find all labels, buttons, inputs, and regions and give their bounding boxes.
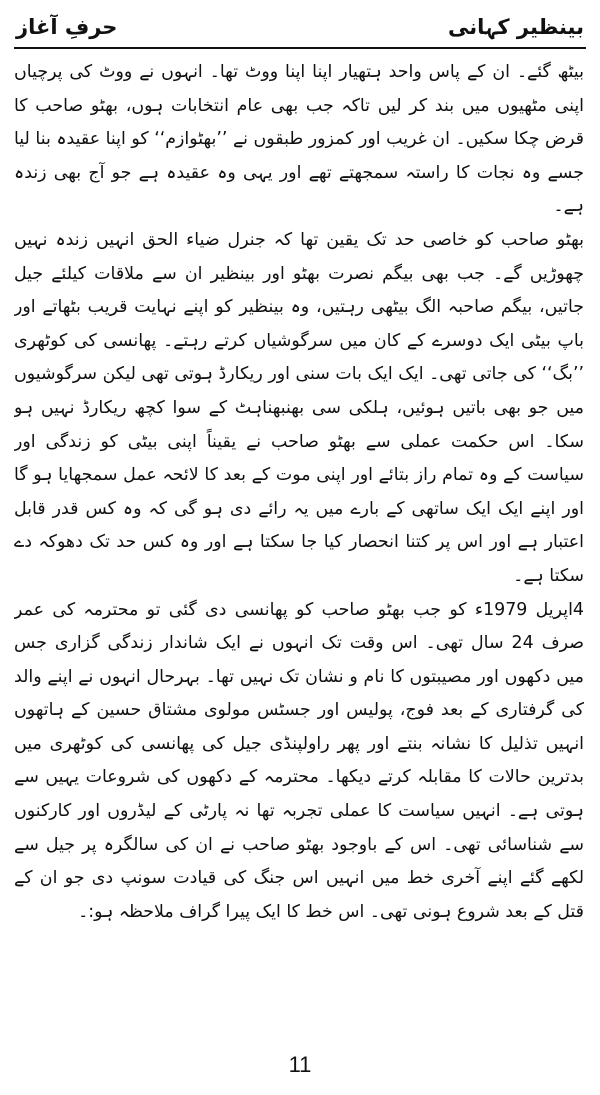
section-title: حرفِ آغاز [16,15,118,39]
book-title: بینظیر کہانی [448,15,584,39]
body-text [14,56,584,1046]
header-rule [14,47,586,49]
paragraph: بیٹھ گئے۔ ان کے پاس واحد ہتھیار اپنا اپنا ووٹ تھا۔ انہوں نے ووٹ کی پرچیاں اپنی مٹھیوں میں بند کر لیں تاکہ جب بھی عام انتخابات ہوں، بھٹو صاحب کا قرض چکا سکیں۔ ان غریب اور کمزور طبقوں نے ’’بھٹوازم‘‘ کو اپنا عقیدہ بنا لیا جسے وہ نجات کا راستہ سمجھتے تھے اور یہی وہ عقیدہ ہے جو آج بھی زندہ ہے۔ [14,62,584,217]
paragraph: بھٹو صاحب کو خاصی حد تک یقین تھا کہ جنرل ضیاء الحق انہیں زندہ نہیں چھوڑیں گے۔ جب بھی بیگم نصرت بھٹو اور بینظیر ان سے ملاقات کیلئے جیل جاتیں، بیگم صاحبہ الگ بیٹھی رہتیں، وہ بینظیر کو اپنے نہایت قریب بٹھاتے اور باپ بیٹی ایک دوسرے کے کان میں سرگوشیاں کرتے رہتے۔ پھانسی کی کوٹھری ’’بگ‘‘ کی جاتی تھی۔ ایک ایک بات سنی اور ریکارڈ ہوتی تھی لیکن سرگوشیوں میں جو بھی باتیں ہوئیں، ہلکی سی بھنبھناہٹ کے سوا کچھ ریکارڈ نہیں ہو سکا۔ اس حکمت عملی سے بھٹو صاحب نے یقیناً اپنی بیٹی کو زندگی اور سیاست کے وہ تمام راز بتائے اور اپنی موت کے بعد کا لائحہ عمل سمجھایا ہو گا اور اپنے ایک ایک ساتھی کے بارے میں یہ رائے دی ہو گی کہ وہ کس قدر قابل اعتبار ہے اور اس پر کتنا انحصار کیا جا سکتا ہے اور وہ کس حد تک دھوکہ دے سکتا ہے۔ [14,229,584,586]
page-number: 11 [288,1052,312,1077]
paragraph: 4اپریل 1979ء کو جب بھٹو صاحب کو پھانسی دی گئی تو محترمہ کی عمر صرف 24 سال تھی۔ اس وقت تک انہوں نے ایک شاندار زندگی گزاری جس میں دکھوں اور مصیبتوں کا نام و نشان تک نہیں تھا۔ بہرحال انہوں نے اپنے والد کی گرفتاری کے بعد فوج، پولیس اور جسٹس مولوی مشتاق حسین کے ہاتھوں انہیں تذلیل کا نشانہ بنتے اور پھر راولپنڈی جیل کی پھانسی کی کوٹھری میں بدترین حالات کا مقابلہ کرتے دیکھا۔ محترمہ کے دکھوں کی شروعات یہیں سے ہوتی ہے۔ انہیں سیاست کا عملی تجربہ تھا نہ پارٹی کے لیڈروں اور کارکنوں سے شناسائی تھی۔ اس کے باوجود بھٹو صاحب نے ان کی سالگرہ پر جیل سے لکھے گئے اپنے آخری خط میں انہیں اس جنگ کی قیادت سونپ دی جو ان کے قتل کے بعد شروع ہونی تھی۔ اس خط کا ایک پیرا گراف ملاحظہ ہو:۔ [14,599,584,922]
running-header [16,8,584,46]
